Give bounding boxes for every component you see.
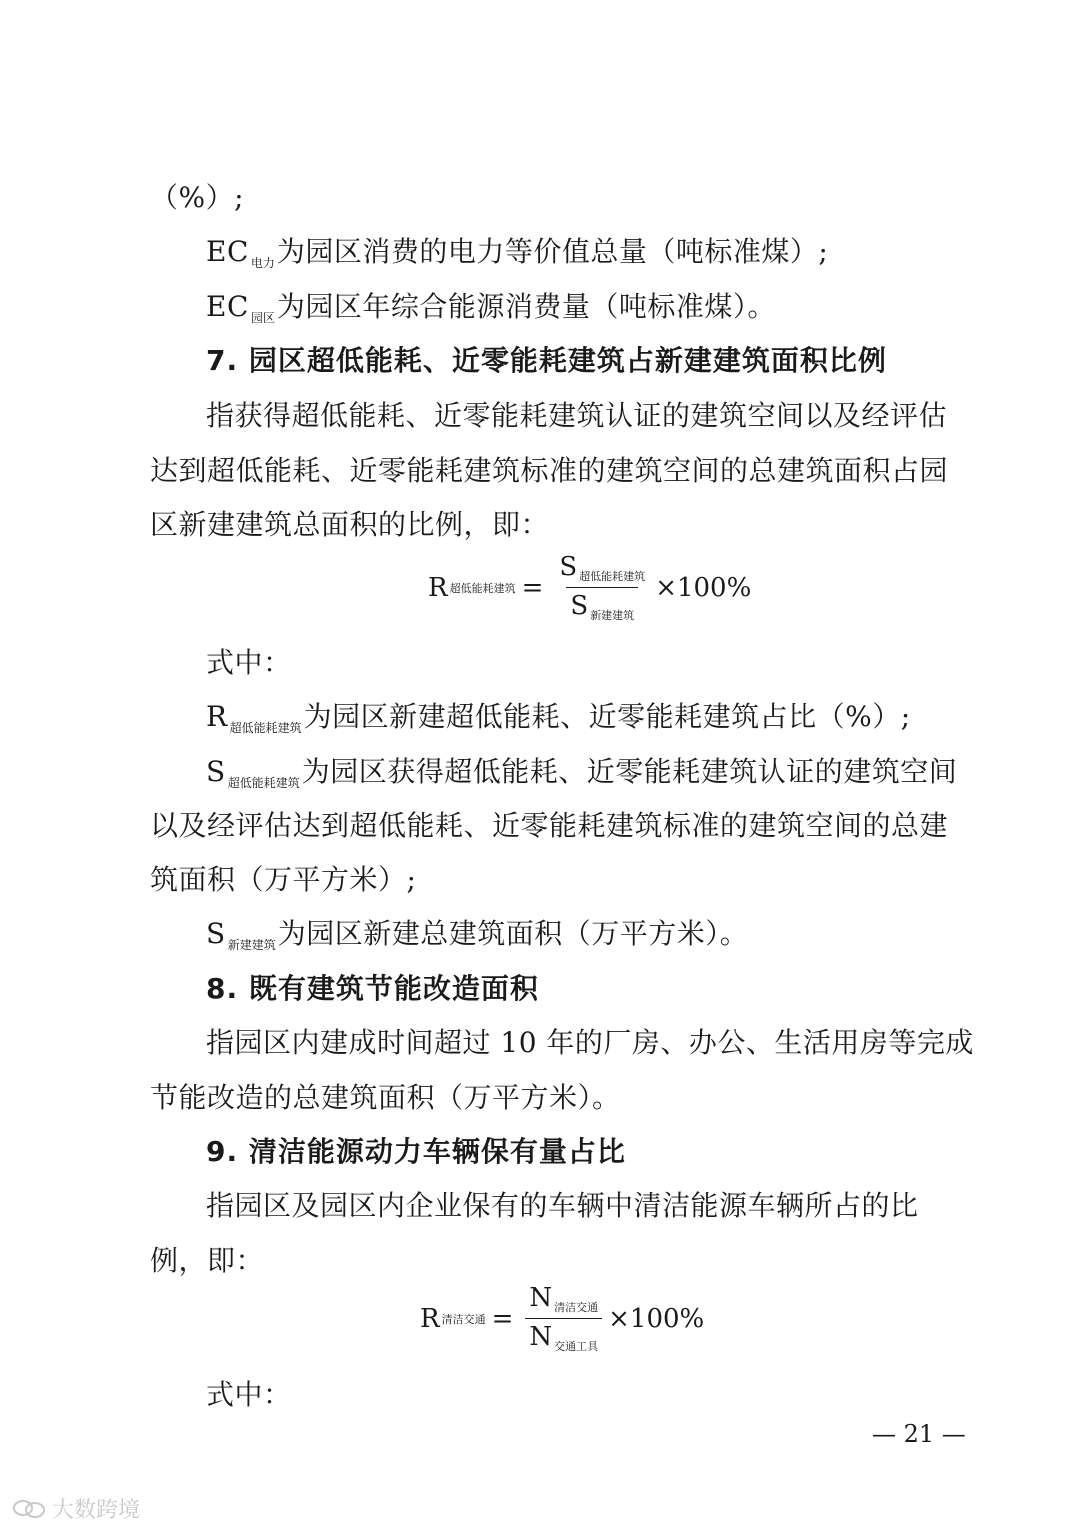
formula-legend-label: 式中： [206, 1378, 292, 1411]
paragraph-line: 指园区内建成时间超过 10 年的厂房、办公、生活用房等完成 [206, 1026, 974, 1059]
paragraph-line: 区新建建筑总面积的比例，即： [150, 508, 550, 541]
formula-ultra-low-energy-ratio: R 超低能耗建筑 = $\frac{\text{S 超低能耗建筑}}{\text{S 新建建筑}}$ ×100% [428, 552, 752, 622]
watermark [12, 1493, 140, 1524]
section-heading-8: 8. 既有建筑节能改造面积 [206, 972, 539, 1005]
watermark-text: 大数跨境 [52, 1498, 141, 1523]
paragraph-line: 筑面积（万平方米）; [150, 863, 417, 896]
definition-ec-power: EC $_{电力}$为园区消费的电力等价值总量（吨标准煤）; [206, 235, 829, 270]
fraction: $\frac{\text{S 超低能耗建筑}}{\text{S 新建建筑}}$ [559, 552, 646, 622]
paragraph-line: 节能改造的总建筑面积（万平方米）。 [150, 1081, 621, 1114]
paragraph-line: 以及经评估达到超低能耗、近零能耗建筑标准的建筑空间的总建 [150, 809, 949, 842]
section-heading-7: 7. 园区超低能耗、近零能耗建筑占新建建筑面积比例 [206, 344, 887, 377]
paragraph-line: 达到超低能耗、近零能耗建筑标准的建筑空间的总建筑面积占园 [150, 454, 949, 487]
paragraph-line: 例，即： [150, 1244, 265, 1277]
definition-ec-park: EC $_{园区}$为园区年综合能源消费量（吨标准煤）。 [206, 290, 776, 325]
page-number: — 21 — [872, 1420, 966, 1448]
text-line: （%）; [150, 181, 245, 214]
definition-r: R $_{超低能耗建筑}$为园区新建超低能耗、近零能耗建筑占比（%）; [206, 700, 911, 735]
section-heading-9: 9. 清洁能源动力车辆保有量占比 [206, 1135, 626, 1168]
paragraph-line: 指园区及园区内企业保有的车辆中清洁能源车辆所占的比 [206, 1189, 919, 1222]
chat-bubble-icon [12, 1498, 46, 1520]
definition-s-new: S $_{新建建筑}$为园区新建总建筑面积（万平方米）。 [206, 917, 749, 952]
paragraph-line: 指获得超低能耗、近零能耗建筑认证的建筑空间以及经评估 [206, 399, 948, 432]
formula-clean-transport-ratio: R 清洁交通 = $\frac{\text{N 清洁交通}}{\text{N 交通工具}}$ ×100% [420, 1283, 705, 1353]
fraction: $\frac{\text{N 清洁交通}}{\text{N 交通工具}}$ [525, 1283, 602, 1354]
formula-legend-label: 式中： [206, 646, 292, 679]
definition-s-ultra: S $_{超低能耗建筑}$为园区获得超低能耗、近零能耗建筑认证的建筑空间 [206, 755, 958, 790]
